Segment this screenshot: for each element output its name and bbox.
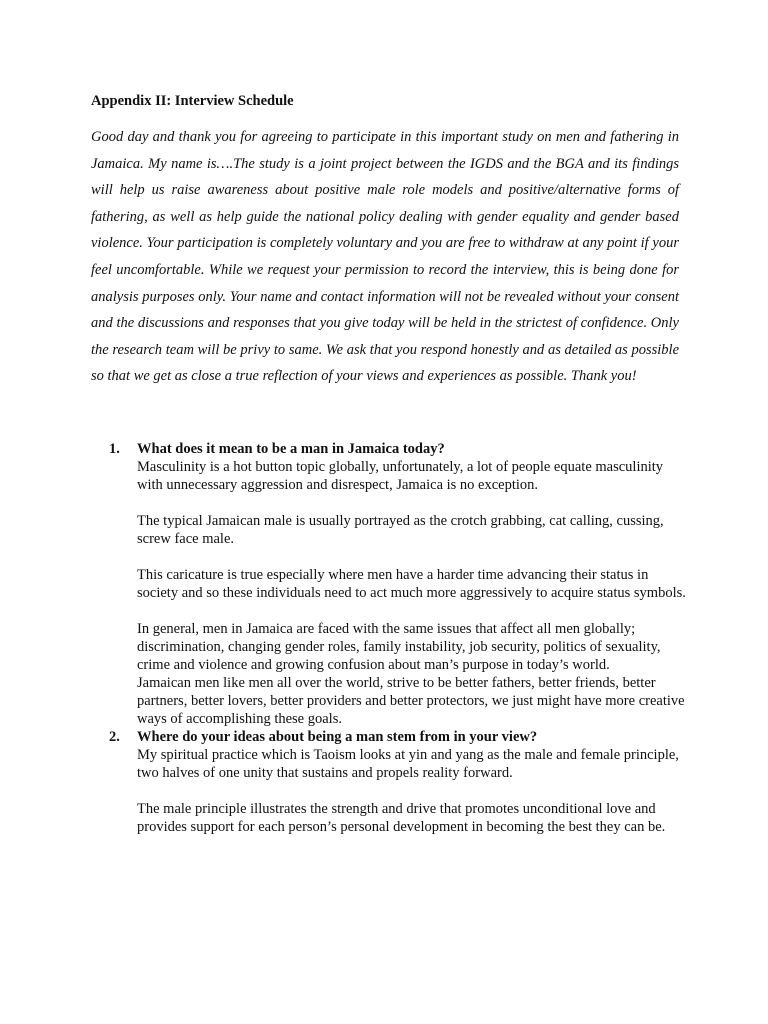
answer-paragraph: Masculinity is a hot button topic globally, unfortunately, a lot of people equate masculinity with unnecessary aggression and disrespect, Jamaica is no exception.	[137, 459, 664, 493]
question-list	[109, 440, 689, 836]
question-number: 2.	[109, 729, 120, 745]
answer-paragraph: The male principle illustrates the strength and drive that promotes unconditional love and provides support for each person’s personal development in becoming the best they can be.	[137, 801, 666, 835]
answer-paragraph: The typical Jamaican male is usually portrayed as the crotch grabbing, cat calling, cussing, screw face male.	[137, 513, 664, 547]
paragraph-gap	[137, 602, 689, 620]
question-item-2	[109, 728, 689, 836]
answer-paragraph: My spiritual practice which is Taoism looks at yin and yang as the male and female principle, two halves of one unity that sustains and propels reality forward.	[137, 747, 679, 781]
question-title: What does it mean to be a man in Jamaica today?	[137, 441, 445, 457]
question-number: 1.	[109, 441, 120, 457]
answer-paragraph: Jamaican men like men all over the world, strive to be better fathers, better friends, better partners, better lovers, better providers and better protectors, we just might have more creative ways of accomplishing these goals.	[137, 675, 685, 727]
paragraph-gap	[137, 548, 689, 566]
paragraph-gap	[137, 782, 689, 800]
question-title: Where do your ideas about being a man stem from in your view?	[137, 729, 538, 745]
appendix-heading: Appendix II: Interview Schedule	[91, 93, 294, 109]
paragraph-gap	[137, 494, 689, 512]
answer-paragraph: In general, men in Jamaica are faced with the same issues that affect all men globally; discrimination, changing gender roles, family instability, job security, politics of sexuality, crime and violence and growing confusion about man’s purpose in today’s world.	[137, 621, 661, 673]
intro-paragraph: Good day and thank you for agreeing to participate in this important study on men and fathering in Jamaica. My name is….The study is a joint project between the IGDS and the BGA and its findings will help us raise awareness about positive male role models and positive/alternative forms of fathering, as well as help guide the national policy dealing with gender equality and gender based violence. Your participation is completely voluntary and you are free to withdraw at any point if your feel uncomfortable. While we request your permission to record the interview, this is being done for analysis purposes only. Your name and contact information will not be revealed without your consent and the discussions and responses that you give today will be held in the strictest of confidence. Only the research team will be privy to same. We ask that you respond honestly and as detailed as possible so that we get as close a true reflection of your views and experiences as possible. Thank you!	[91, 129, 679, 385]
answer-paragraph: This caricature is true especially where men have a harder time advancing their status in society and so these individuals need to act much more aggressively to acquire status symbols.	[137, 567, 686, 601]
question-item-1	[109, 440, 689, 728]
